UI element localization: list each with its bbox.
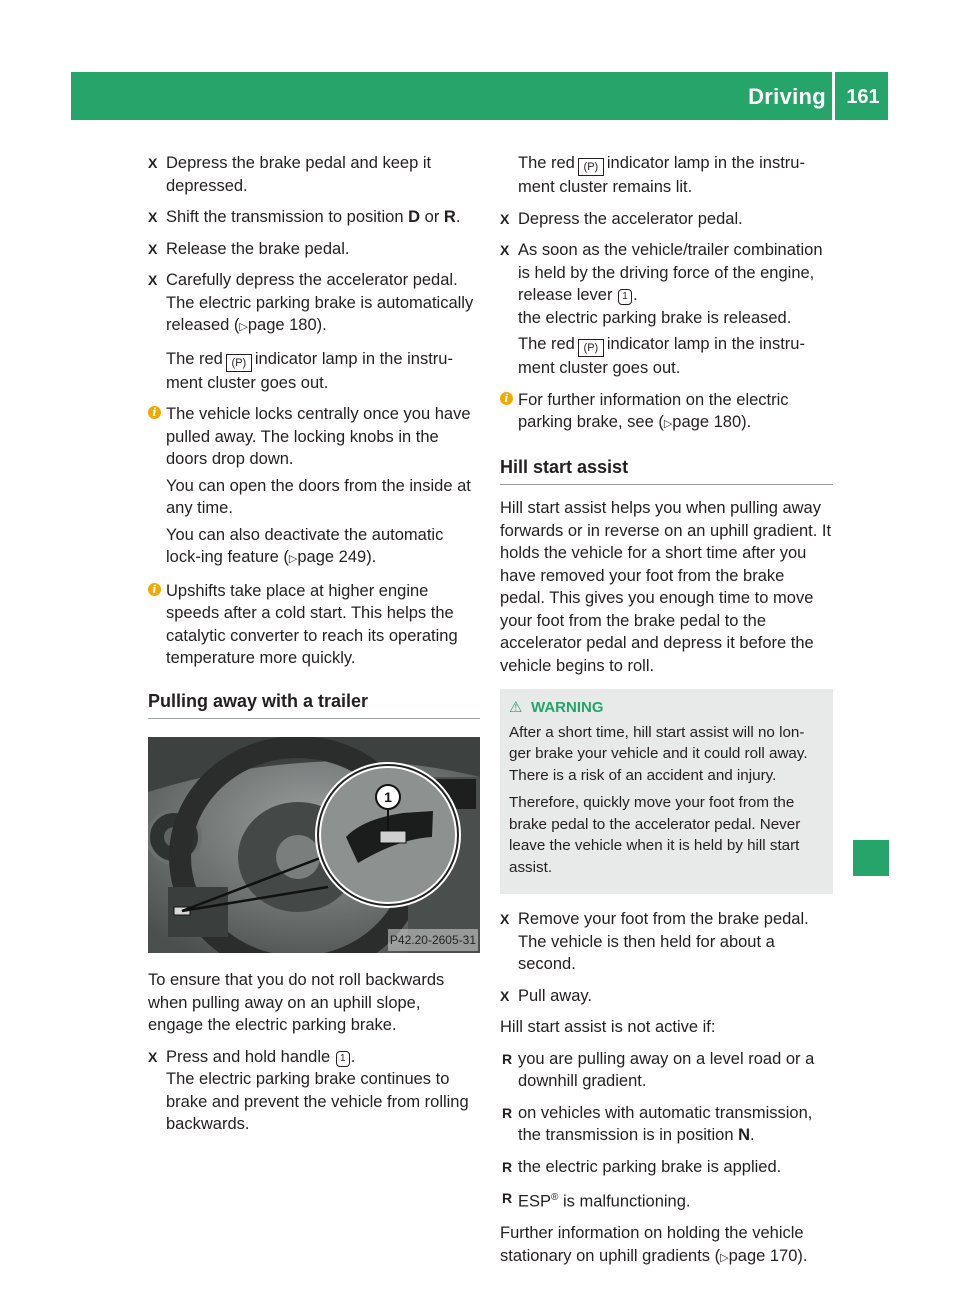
note-further-info: i For further information on the electric parking brake, see (▷page 180).: [500, 389, 833, 436]
step-depress-brake: X Depress the brake pedal and keep it depressed.: [148, 154, 432, 195]
note-upshifts: i Upshifts take place at higher engine speeds after a cold start. This helps the catalytic converter to reach its operating temperature more quickly.: [148, 580, 480, 670]
warning-header: ⚠ WARNING: [509, 697, 824, 719]
info-icon: i: [148, 406, 161, 419]
section-title: Driving: [748, 84, 826, 109]
step-shift: X Shift the transmission to position D or R.: [148, 208, 461, 226]
page-ref-icon: ▷: [720, 1251, 729, 1264]
release-lever-result: the electric parking brake is released.: [518, 308, 792, 327]
callout-1-icon: 1: [618, 289, 632, 305]
callout-1-icon: 1: [336, 1051, 350, 1067]
parking-brake-lamp-icon: (P): [578, 158, 604, 176]
callout-number: 1: [384, 789, 392, 805]
bullet-level-road: R you are pulling away on a level road or a downhill gradient.: [502, 1049, 815, 1090]
callout-detail: [148, 737, 480, 953]
hill-start-description: Hill start assist helps you when pulling away forwards or in reverse on an uphill gradient. It holds the vehicle for a short time after you have removed your foot from the brake pedal. This gives you enough time to move your foot from the brake pedal to the accelerator pedal and depress it before the vehicle begins to roll.: [500, 499, 832, 675]
page-ref-180-right[interactable]: page 180: [672, 413, 742, 431]
note-doors-open: You can open the doors from the inside at any time.: [166, 476, 471, 517]
note-deactivate-lock: You can also deactivate the automatic lock-ing feature (▷page 249).: [166, 525, 444, 566]
warning-text-1: After a short time, hill start assist will no lon-ger brake your vehicle and it could roll away. There is a risk of an accident and injury.: [509, 723, 808, 784]
figure-code: P42.20-2605-31: [388, 929, 478, 952]
info-icon: i: [148, 583, 161, 596]
side-tab-marker: [853, 840, 889, 876]
page-ref-icon: ▷: [663, 418, 673, 430]
page-ref-170[interactable]: page 170: [728, 1246, 798, 1265]
press-handle-result: The electric parking brake continues to brake and prevent the vehicle from rolling backwards.: [166, 1070, 469, 1133]
remove-foot-result: The vehicle is then held for about a second.: [518, 932, 775, 973]
step-accelerate: X Carefully depress the accelerator pedal.: [148, 271, 458, 289]
parking-brake-figure: [148, 737, 480, 953]
warning-text-2: Therefore, quickly move your foot from the brake pedal to the accelerator pedal. Never leave the vehicle when it is held by hill start assist.: [509, 794, 801, 876]
step-pull-away: X Pull away.: [500, 986, 592, 1005]
trailer-intro: To ensure that you do not roll backwards when pulling away on an uphill slope, engage the electric parking brake.: [148, 971, 445, 1034]
page-number: 161: [846, 86, 880, 108]
left-column: [148, 152, 480, 1145]
bullet-esp: R ESP® is malfunctioning.: [502, 1190, 691, 1211]
step-accelerate-result: The electric parking brake is automatically released (▷page 180).: [166, 293, 474, 334]
bullet-automatic: R on vehicles with automatic transmission, the transmission is in position N.: [502, 1103, 813, 1144]
page-ref-249[interactable]: page 249: [297, 548, 367, 566]
step-depress-accel: X Depress the accelerator pedal.: [500, 209, 743, 228]
parking-brake-lamp-icon: (P): [578, 339, 604, 357]
right-column: [500, 152, 833, 1278]
step-remove-foot: X Remove your foot from the brake pedal.: [500, 910, 809, 928]
side-tab-label: [860, 0, 894, 465]
lamp-goes-out-right: The red (P) indicator lamp in the instru-ment cluster goes out.: [518, 335, 805, 377]
parking-brake-lamp-icon: (P): [226, 354, 252, 372]
further-info: Further information on holding the vehicle stationary on uphill gradients (▷page 170).: [500, 1224, 808, 1265]
bullet-brake-applied: R the electric parking brake is applied.: [502, 1157, 782, 1176]
warning-triangle-icon: ⚠: [509, 699, 523, 716]
warning-box: [500, 689, 833, 894]
step-release-brake: X Release the brake pedal.: [148, 239, 350, 258]
lamp-goes-out: The red (P) indicator lamp in the instru-ment cluster goes out.: [166, 349, 453, 392]
lamp-remains-lit: The red (P) indicator lamp in the instru-ment cluster remains lit.: [518, 154, 805, 196]
side-tab: [854, 135, 888, 875]
heading-trailer: Pulling away with a trailer: [148, 690, 480, 720]
step-release-lever: X As soon as the vehicle/trailer combination is held by the driving force of the engine, release lever 1 .: [500, 241, 823, 304]
header-divider: [832, 72, 835, 120]
not-active-intro: Hill start assist is not active if:: [500, 1018, 716, 1036]
info-icon: i: [500, 392, 513, 405]
page-ref-180[interactable]: page 180: [247, 316, 317, 334]
page-ref-icon: ▷: [239, 321, 248, 333]
heading-hill-start: Hill start assist: [500, 456, 833, 486]
note-central-locking: i The vehicle locks centrally once you have pulled away. The locking knobs in the doors drop down.: [148, 403, 480, 471]
step-press-handle: X Press and hold handle 1 .: [148, 1047, 356, 1066]
page-ref-icon: ▷: [288, 553, 298, 565]
